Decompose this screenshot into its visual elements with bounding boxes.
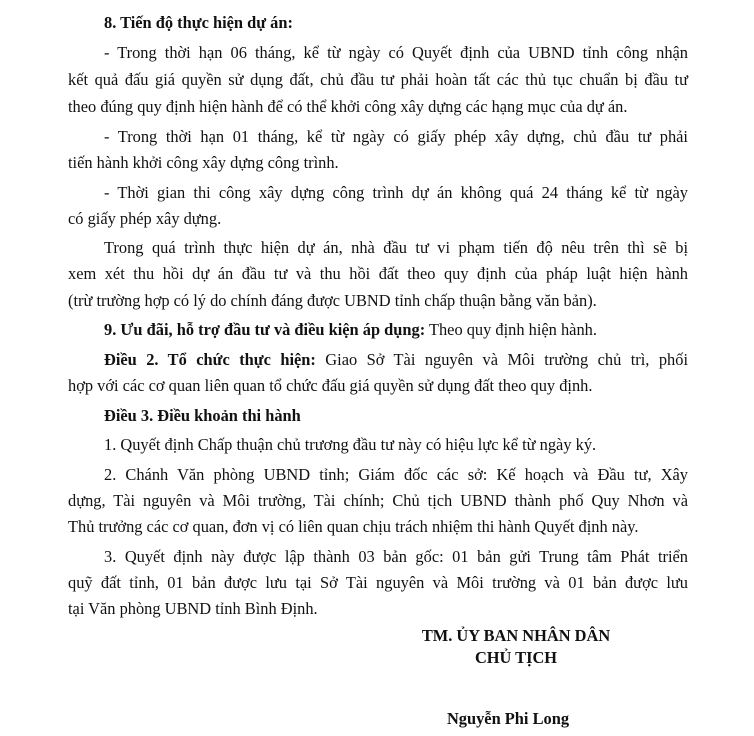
section-9-heading: 9. Ưu đãi, hỗ trợ đầu tư và điều kiện áp dụng: [104, 320, 426, 339]
section-8-p3-line2: có giấy phép xây dựng. [68, 209, 222, 228]
article-2-line2: hợp với các cơ quan liên quan tổ chức đấu giá quyền sử dụng đất theo quy định. [68, 376, 593, 395]
section-8-p2-line2: tiến hành khởi công xây dựng công trình. [68, 153, 339, 172]
article-3-item3-line1: 3. Quyết định này được lập thành 03 bản gốc: 01 bản gửi Trung tâm Phát triển [104, 547, 688, 566]
section-8-p1-line2: kết quả đấu giá quyền sử dụng đất, chủ đầu tư phải hoàn tất các thủ tục chuẩn bị đầu tư [68, 70, 688, 89]
article-3-item1: 1. Quyết định Chấp thuận chủ trương đầu tư này có hiệu lực kể từ ngày ký. [104, 435, 597, 454]
article-3-heading: Điều 3. Điều khoản thi hành [104, 406, 301, 425]
article-3-item2-line3: Thủ trưởng các cơ quan, đơn vị có liên quan chịu trách nhiệm thi hành Quyết định này. [68, 517, 639, 536]
article-3-item2-line1: 2. Chánh Văn phòng UBND tỉnh; Giám đốc các sở: Kế hoạch và Đầu tư, Xây [104, 465, 688, 484]
section-8-p4-line3: (trừ trường hợp có lý do chính đáng được UBND tỉnh chấp thuận bằng văn bản). [68, 291, 597, 310]
signature-org: TM. ỦY BAN NHÂN DÂN [421, 626, 611, 645]
section-8-heading: 8. Tiến độ thực hiện dự án: [104, 13, 293, 32]
section-8-p4-line1: Trong quá trình thực hiện dự án, nhà đầu tư vi phạm tiến độ nêu trên thì sẽ bị [104, 238, 688, 257]
section-8-p1-line3: theo đúng quy định hiện hành để có thể khởi công xây dựng các hạng mục của dự án. [68, 97, 628, 116]
article-2-text: Giao Sở Tài nguyên và Môi trường chủ trì, phối [315, 350, 688, 369]
article-3-item3-line2: quỹ đất tỉnh, 01 bản được lưu tại Sở Tài nguyên và Môi trường và 01 bản được lưu [68, 573, 688, 592]
signature-name: Nguyễn Phi Long [446, 709, 570, 728]
section-8-p1-line1: - Trong thời hạn 06 tháng, kể từ ngày có Quyết định của UBND tỉnh công nhận [104, 43, 688, 62]
section-9-text: Theo quy định hiện hành. [425, 320, 597, 339]
signature-title: CHỦ TỊCH [474, 648, 558, 667]
article-2-heading: Điều 2. Tổ chức thực hiện: [104, 350, 316, 369]
section-8-p2-line1: - Trong thời hạn 01 tháng, kể từ ngày có giấy phép xây dựng, chủ đầu tư phải [104, 127, 688, 146]
article-3-item3-line3: tại Văn phòng UBND tỉnh Bình Định. [68, 599, 318, 618]
section-8-p4-line2: xem xét thu hồi dự án đầu tư và thu hồi đất theo quy định của pháp luật hiện hành [68, 264, 688, 283]
article-3-item2-line2: dựng, Tài nguyên và Môi trường, Tài chính; Chủ tịch UBND thành phố Quy Nhơn và [68, 491, 688, 510]
section-8-p3-line1: - Thời gian thi công xây dựng công trình dự án không quá 24 tháng kể từ ngày [104, 183, 688, 202]
article-2-line1 [104, 350, 688, 370]
section-9-paragraph [104, 320, 597, 340]
